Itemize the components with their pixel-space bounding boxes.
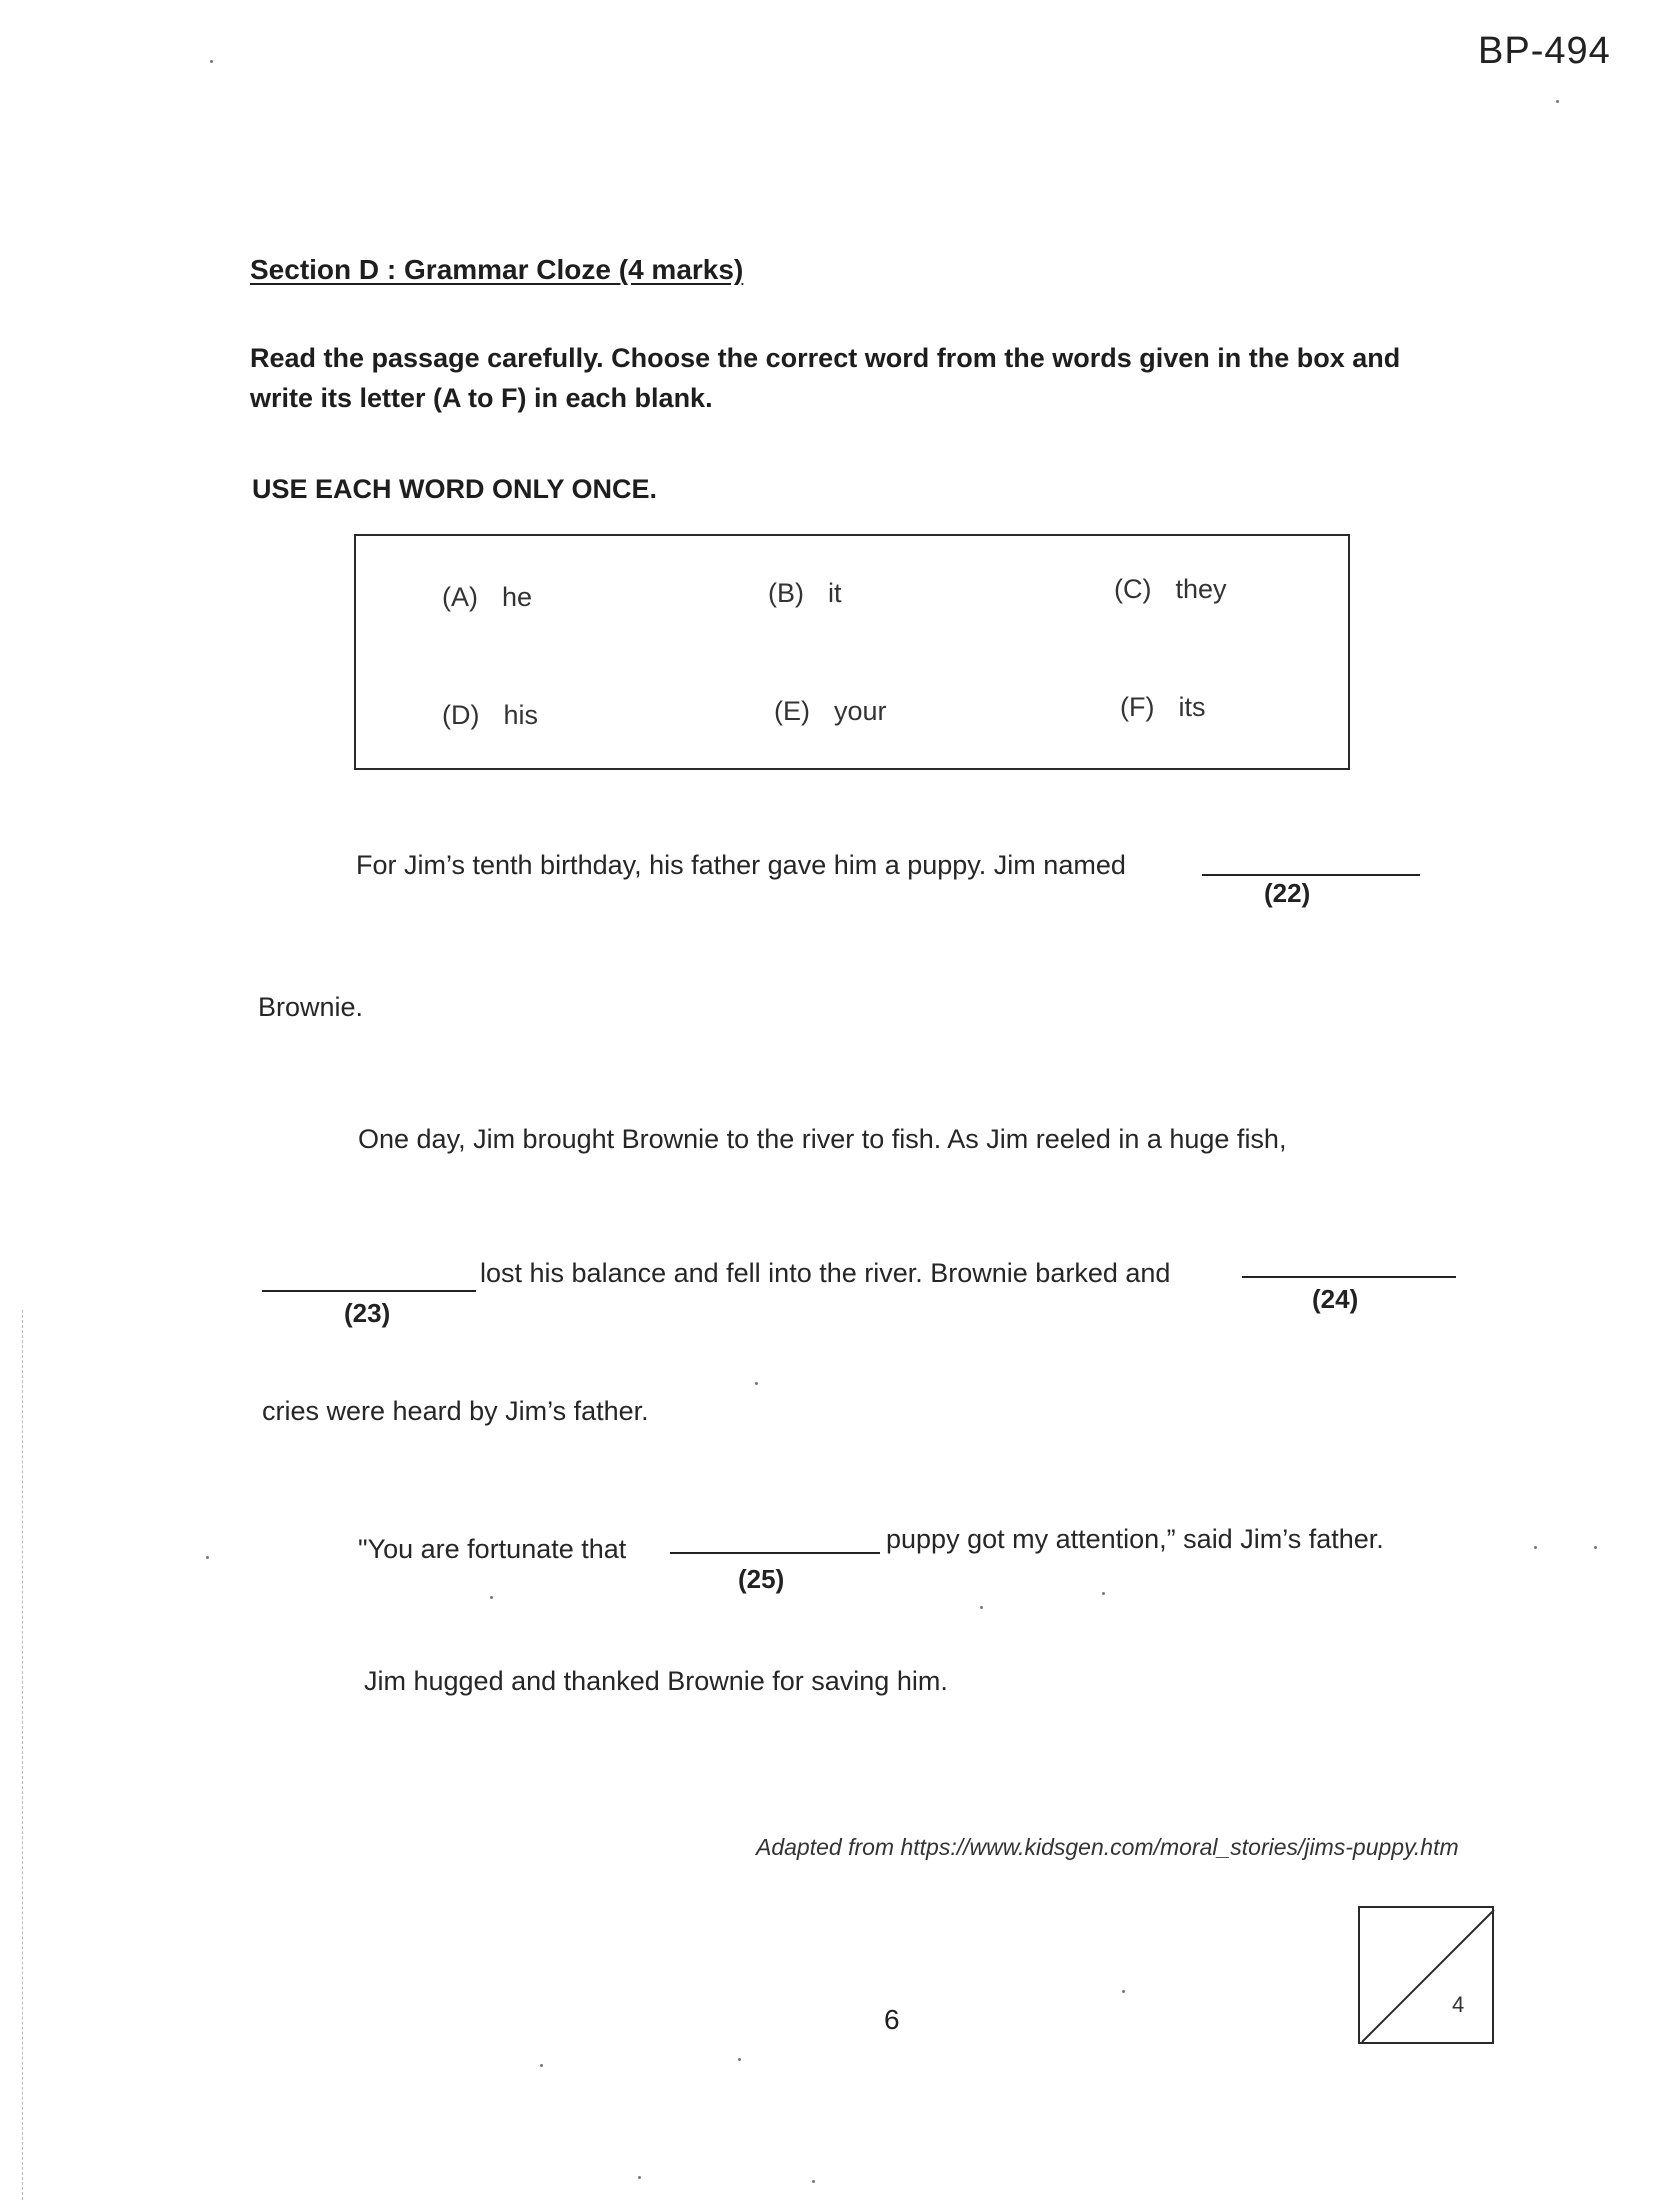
scan-speck <box>1534 1546 1537 1549</box>
scan-speck <box>206 1556 209 1559</box>
option-word: your <box>834 696 887 726</box>
passage-p2-line3: cries were heard by Jim’s father. <box>262 1396 649 1426</box>
scan-speck <box>1102 1592 1105 1595</box>
passage-p2-line1: One day, Jim brought Brownie to the river to fish. As Jim reeled in a huge fish, <box>358 1124 1287 1154</box>
scan-speck <box>1122 1990 1125 1993</box>
passage-p3-end: puppy got my attention,” said Jim’s father. <box>886 1524 1384 1554</box>
blank-number-22: (22) <box>1264 878 1311 908</box>
use-once-note: USE EACH WORD ONLY ONCE. <box>252 474 658 504</box>
source-citation: Adapted from https://www.kidsgen.com/moral_stories/jims-puppy.htm <box>756 1834 1459 1860</box>
blank-22[interactable] <box>1202 874 1420 876</box>
option-word: they <box>1175 574 1227 604</box>
option-word: it <box>828 578 842 608</box>
blank-23[interactable] <box>262 1290 476 1292</box>
option-d <box>442 700 538 731</box>
passage-p4: Jim hugged and thanked Brownie for saving him. <box>364 1666 948 1696</box>
option-word: its <box>1178 692 1206 722</box>
option-letter: (E) <box>774 696 810 726</box>
scan-speck <box>738 2058 741 2061</box>
scan-speck <box>490 1596 493 1599</box>
scan-speck <box>980 1606 983 1609</box>
option-letter: (F) <box>1120 692 1155 722</box>
score-total: 4 <box>1452 1992 1465 2017</box>
blank-number-24: (24) <box>1312 1284 1359 1314</box>
scan-speck <box>638 2176 641 2179</box>
page-number: 6 <box>884 2004 900 2035</box>
blank-25[interactable] <box>670 1552 880 1554</box>
instructions-line-2: write its letter (A to F) in each blank. <box>250 383 713 413</box>
passage-p1-line2: Brownie. <box>258 992 364 1022</box>
instructions-line-1: Read the passage carefully. Choose the correct word from the words given in the box and <box>250 343 1401 373</box>
option-word: he <box>502 582 533 612</box>
scan-margin-line <box>22 1310 23 2200</box>
score-box <box>1358 1906 1494 2044</box>
option-e <box>774 696 887 727</box>
option-letter: (D) <box>442 700 480 730</box>
blank-number-23: (23) <box>344 1298 391 1328</box>
option-word: his <box>503 700 538 730</box>
scan-speck <box>812 2180 815 2183</box>
section-title: Section D : Grammar Cloze (4 marks) <box>250 254 744 285</box>
scan-speck <box>210 60 213 63</box>
scan-speck <box>755 1382 758 1385</box>
passage-p1-line1: For Jim’s tenth birthday, his father gave him a puppy. Jim named <box>356 850 1126 880</box>
instructions <box>250 338 1510 418</box>
option-b <box>768 578 842 609</box>
option-f <box>1120 692 1205 723</box>
option-c <box>1114 574 1227 605</box>
passage-p2-line2: lost his balance and fell into the river. Brownie barked and <box>480 1258 1171 1288</box>
option-letter: (A) <box>442 582 478 612</box>
scan-speck <box>540 2064 543 2067</box>
scan-speck <box>1556 100 1559 103</box>
blank-number-25: (25) <box>738 1564 785 1594</box>
passage-p3-start: "You are fortunate that <box>358 1534 627 1564</box>
option-a <box>442 582 532 613</box>
blank-24[interactable] <box>1242 1276 1456 1278</box>
scan-speck <box>1594 1546 1597 1549</box>
score-box-diagonal <box>1360 1908 1496 2046</box>
option-letter: (B) <box>768 578 804 608</box>
option-letter: (C) <box>1114 574 1152 604</box>
paper-code: BP-494 <box>1478 30 1611 72</box>
word-box <box>354 534 1350 770</box>
